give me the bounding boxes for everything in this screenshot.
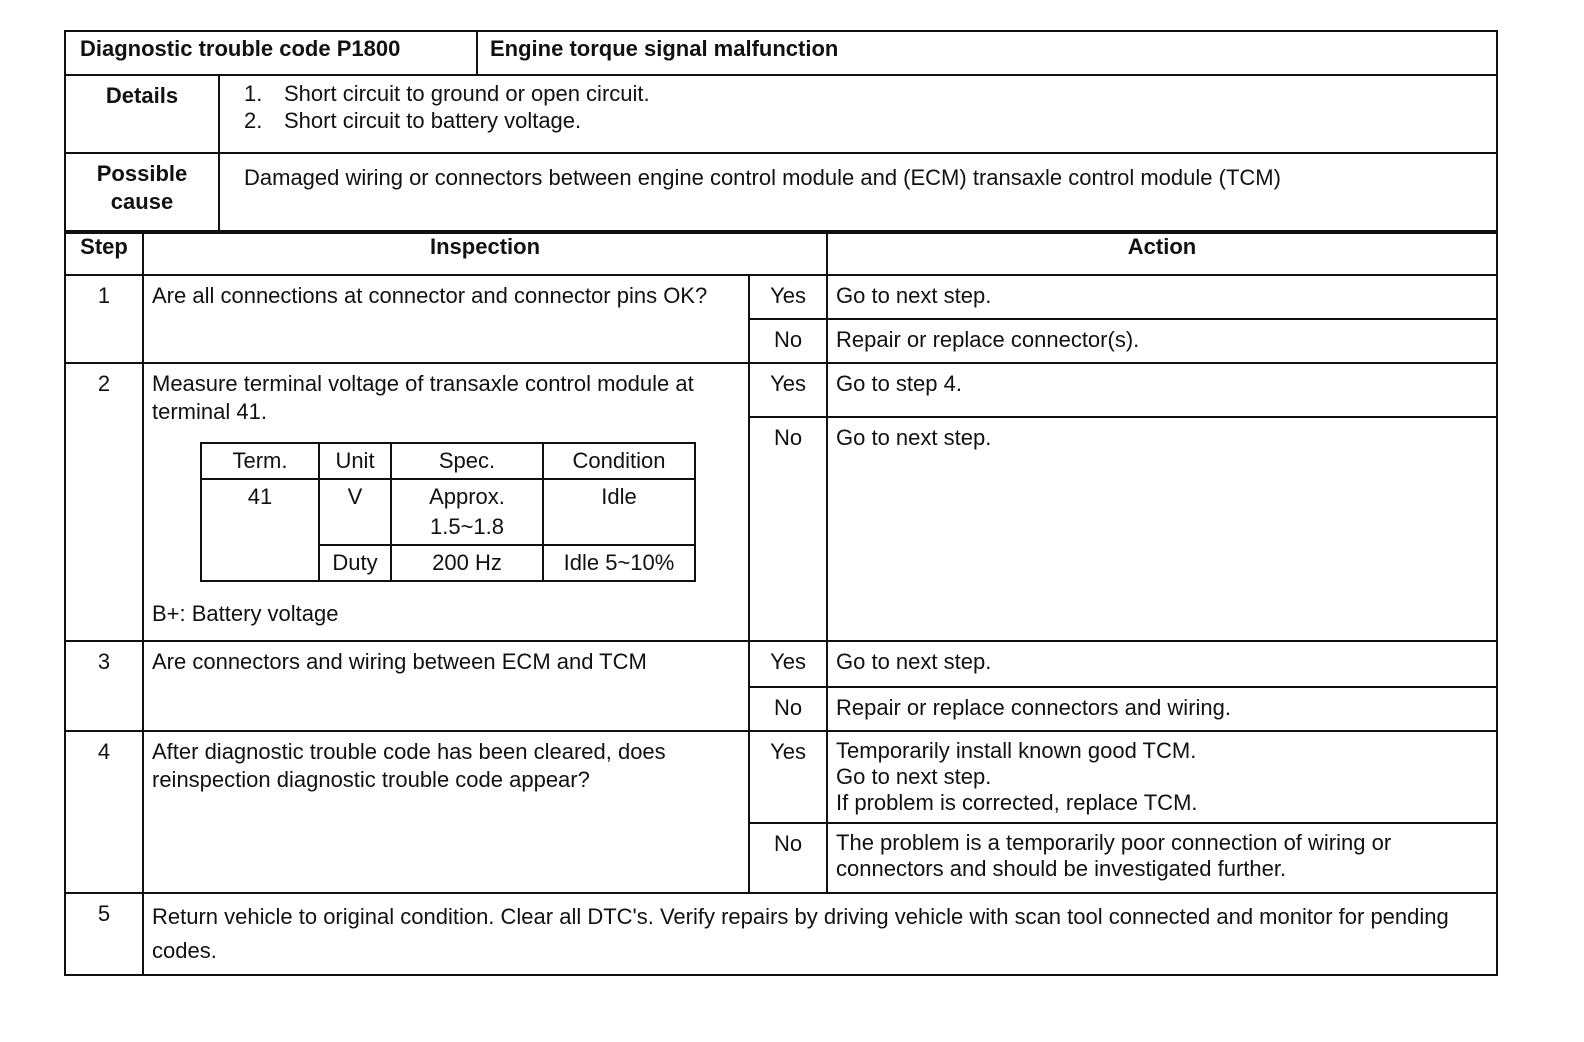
spec-header-term: Term. (201, 443, 319, 479)
yes-action (827, 731, 1497, 823)
spec-value: 200 Hz (391, 545, 543, 581)
step-note: B+: Battery voltage (152, 601, 339, 626)
inspection-table (64, 232, 1498, 976)
spec-header-unit: Unit (319, 443, 391, 479)
spec-term: 41 (201, 479, 319, 581)
dtc-code-label: Diagnostic trouble code P1800 (65, 31, 477, 75)
step-inspection-text: Measure terminal voltage of transaxle control module at terminal 41. (152, 371, 694, 424)
step-number: 3 (65, 641, 143, 731)
details-item-text: Short circuit to ground or open circuit. (284, 81, 650, 106)
step-number: 1 (65, 275, 143, 363)
step-number: 4 (65, 731, 143, 893)
step-inspection (143, 363, 749, 641)
step-inspection: Are all connections at connector and connector pins OK? (143, 275, 749, 363)
step-number: 2 (65, 363, 143, 641)
table-row (65, 641, 1497, 687)
yes-action-line: Go to next step. (836, 764, 992, 789)
table-row (65, 275, 1497, 319)
possible-cause-label: Possible cause (65, 153, 219, 231)
yes-action-line: If problem is corrected, replace TCM. (836, 790, 1198, 815)
inspection-table-header-row (65, 233, 1497, 275)
diagnostic-document (64, 30, 1496, 976)
column-header-action: Action (827, 233, 1497, 275)
no-action: The problem is a temporarily poor connection of wiring or connectors and should be investigated further. (827, 823, 1497, 893)
yes-action: Go to step 4. (827, 363, 1497, 417)
details-label: Details (65, 75, 219, 153)
details-item-number: 2. (244, 108, 263, 133)
yes-label: Yes (749, 363, 827, 417)
yes-label: Yes (749, 731, 827, 823)
dtc-header-table (64, 30, 1498, 232)
column-header-inspection: Inspection (143, 233, 827, 275)
spec-value: Approx. 1.5~1.8 (391, 479, 543, 545)
spec-condition: Idle (543, 479, 695, 545)
step-inspection: After diagnostic trouble code has been cleared, does reinspection diagnostic trouble code appear? (143, 731, 749, 893)
spec-unit: Duty (319, 545, 391, 581)
column-header-step: Step (65, 233, 143, 275)
yes-action: Go to next step. (827, 641, 1497, 687)
spec-table-header-row (201, 443, 695, 479)
step-inspection: Are connectors and wiring between ECM and TCM (143, 641, 749, 731)
details-item (244, 80, 1472, 107)
table-row (65, 893, 1497, 975)
yes-label: Yes (749, 275, 827, 319)
step-final-text: Return vehicle to original condition. Clear all DTC's. Verify repairs by driving vehicle with scan tool connected and monitor for pending codes. (143, 893, 1497, 975)
no-label: No (749, 319, 827, 363)
details-item (244, 107, 1472, 134)
yes-action-line: Temporarily install known good TCM. (836, 738, 1197, 763)
spec-unit: V (319, 479, 391, 545)
yes-label: Yes (749, 641, 827, 687)
details-value (219, 75, 1497, 153)
details-list (244, 80, 1472, 134)
no-action: Repair or replace connectors and wiring. (827, 687, 1497, 731)
possible-cause-value: Damaged wiring or connectors between engine control module and (ECM) transaxle control module (TCM) (219, 153, 1497, 231)
spec-condition: Idle 5~10% (543, 545, 695, 581)
no-label: No (749, 687, 827, 731)
step-number: 5 (65, 893, 143, 975)
dtc-description: Engine torque signal malfunction (477, 31, 1497, 75)
no-label: No (749, 823, 827, 893)
table-row (65, 731, 1497, 823)
no-action: Go to next step. (827, 417, 1497, 641)
table-row (65, 363, 1497, 417)
no-label: No (749, 417, 827, 641)
details-item-text: Short circuit to battery voltage. (284, 108, 582, 133)
details-item-number: 1. (244, 81, 263, 106)
no-action: Repair or replace connector(s). (827, 319, 1497, 363)
spec-table (200, 442, 696, 582)
yes-action: Go to next step. (827, 275, 1497, 319)
spec-header-condition: Condition (543, 443, 695, 479)
spec-table-row (201, 479, 695, 545)
spec-header-spec: Spec. (391, 443, 543, 479)
